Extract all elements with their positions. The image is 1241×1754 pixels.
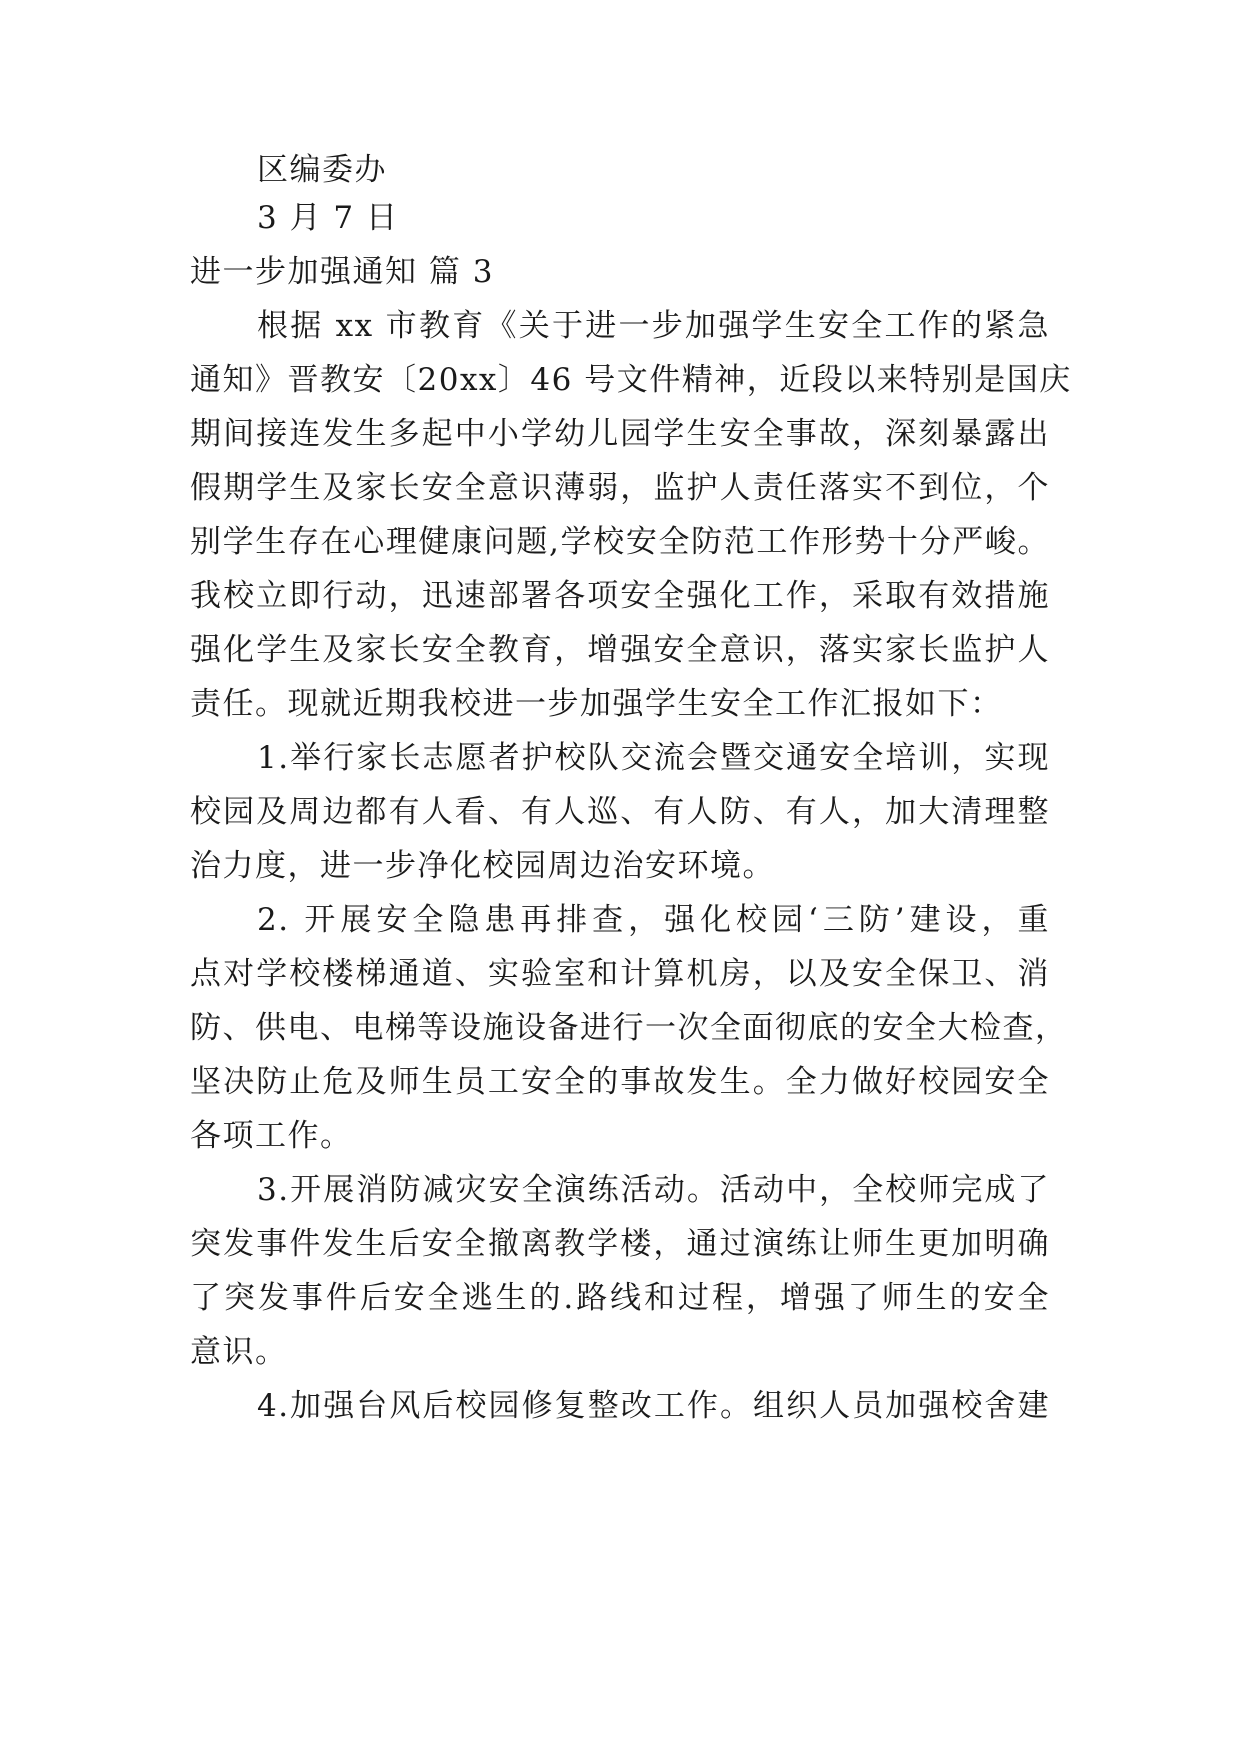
signature-org: 区编委办 (257, 152, 387, 188)
section-title: 进一步加强通知 篇 3 (190, 254, 494, 290)
paragraph-line: 了突发事件后安全逃生的.路线和过程，增强了师生的安全 (190, 1280, 1050, 1316)
paragraph-line: 假期学生及家长安全意识薄弱，监护人责任落实不到位，个 (190, 470, 1050, 506)
paragraph-line: 根据 xx 市教育《关于进一步加强学生安全工作的紧急 (257, 308, 1050, 344)
paragraph-line: 治力度，进一步净化校园周边治安环境。 (190, 848, 775, 884)
paragraph-line: 强化学生及家长安全教育，增强安全意识，落实家长监护人 (190, 632, 1050, 668)
paragraph-line: 责任。现就近期我校进一步加强学生安全工作汇报如下： (190, 686, 1003, 722)
paragraph-line: 2. 开展安全隐患再排查，强化校园‘三防’建设，重 (257, 902, 1050, 938)
paragraph-line: 点对学校楼梯通道、实验室和计算机房，以及安全保卫、消 (190, 956, 1050, 992)
paragraph-line: 4.加强台风后校园修复整改工作。组织人员加强校舍建 (257, 1388, 1050, 1424)
paragraph-line: 3.开展消防减灾安全演练活动。活动中，全校师完成了 (257, 1172, 1050, 1208)
paragraph-line: 防、供电、电梯等设施设备进行一次全面彻底的安全大检查， (190, 1010, 1068, 1046)
signature-date: 3 月 7 日 (257, 200, 399, 236)
paragraph-line: 各项工作。 (190, 1118, 353, 1154)
paragraph-line: 1.举行家长志愿者护校队交流会暨交通安全培训，实现 (257, 740, 1050, 776)
paragraph-line: 我校立即行动，迅速部署各项安全强化工作，采取有效措施 (190, 578, 1050, 614)
paragraph-line: 意识。 (190, 1334, 288, 1370)
paragraph-line: 期间接连发生多起中小学幼儿园学生安全事故，深刻暴露出 (190, 416, 1050, 452)
paragraph-line: 坚决防止危及师生员工安全的事故发生。全力做好校园安全 (190, 1064, 1050, 1100)
paragraph-line: 校园及周边都有人看、有人巡、有人防、有人，加大清理整 (190, 794, 1050, 830)
paragraph-line: 突发事件发生后安全撤离教学楼，通过演练让师生更加明确 (190, 1226, 1050, 1262)
paragraph-line: 通知》晋教安〔20xx〕46 号文件精神，近段以来特别是国庆 (190, 362, 1072, 398)
paragraph-line: 别学生存在心理健康问题,学校安全防范工作形势十分严峻。 (190, 524, 1050, 560)
